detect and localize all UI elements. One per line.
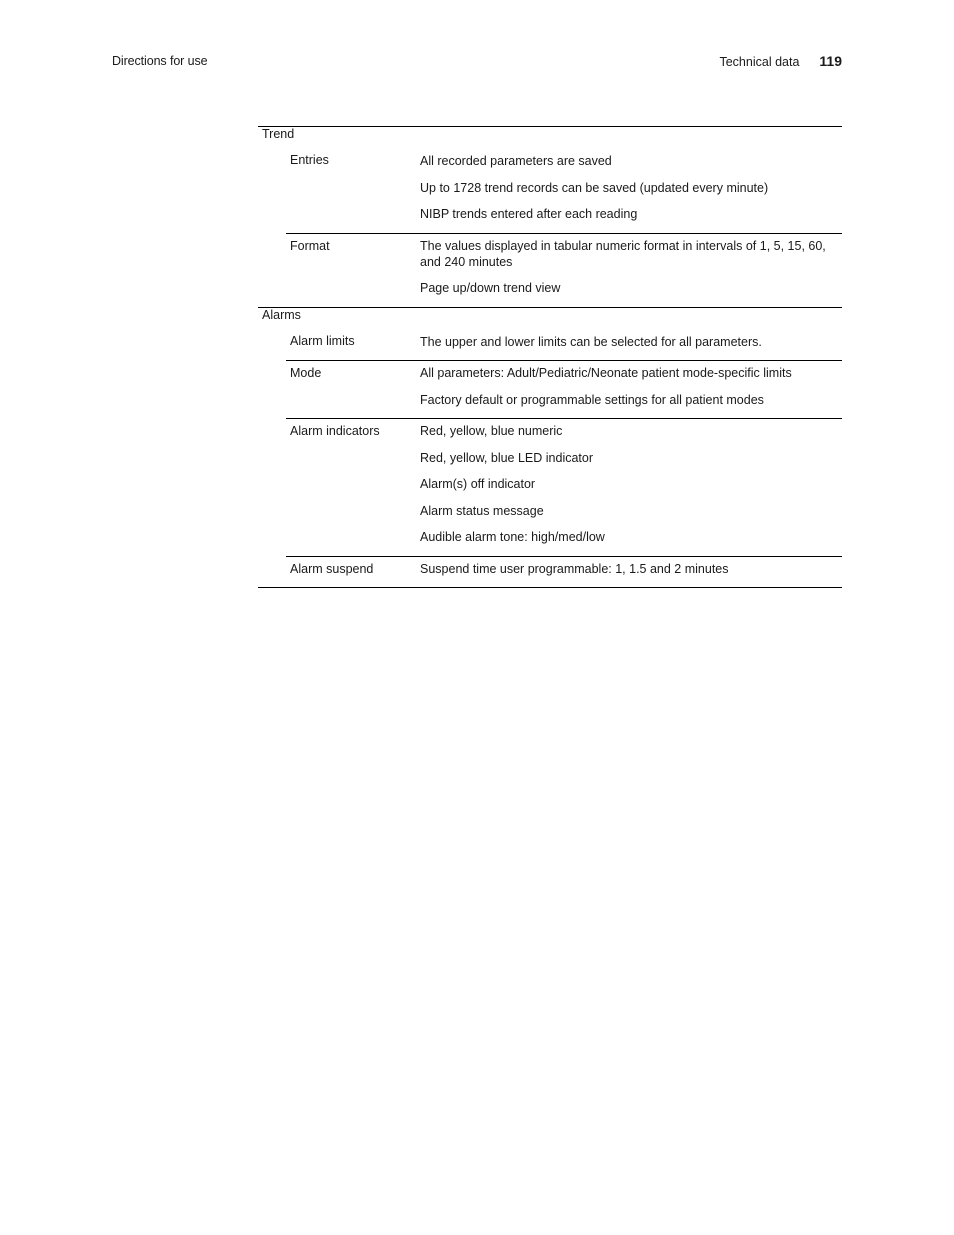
spec-row-label	[258, 418, 420, 556]
spec-value-line: Red, yellow, blue numeric	[420, 424, 563, 438]
spec-value-line: NIBP trends entered after each reading	[420, 207, 638, 221]
spec-row	[258, 360, 842, 418]
spec-row-label	[258, 233, 420, 307]
spec-row-values	[420, 418, 842, 556]
spec-value-line: Red, yellow, blue LED indicator	[420, 450, 594, 465]
spec-row-label	[258, 334, 420, 361]
section-trend	[258, 127, 842, 307]
spec-row-label-text: Entries	[290, 153, 329, 167]
spec-row-values	[420, 360, 842, 418]
page-number: 119	[819, 53, 842, 69]
spec-row	[258, 556, 842, 588]
spec-row-label-text: Format	[290, 238, 330, 253]
spec-row	[258, 418, 842, 556]
section-alarms	[258, 307, 842, 588]
spec-value-line: Alarm status message	[420, 503, 544, 518]
spec-row-values	[420, 556, 842, 588]
spec-table	[258, 126, 842, 588]
spec-row-label	[258, 360, 420, 418]
spec-value-line: All parameters: Adult/Pediatric/Neonate patient mode-specific limits	[420, 366, 792, 380]
spec-row-label-text: Alarm indicators	[290, 424, 380, 438]
row-divider	[286, 418, 842, 419]
spec-row	[258, 153, 842, 233]
chapter-title: Technical data	[719, 55, 800, 69]
spec-row	[258, 334, 842, 361]
spec-value-line: Alarm(s) off indicator	[420, 477, 536, 491]
spec-row-label-text: Alarm limits	[290, 333, 355, 348]
row-divider	[286, 233, 842, 234]
spec-value-line: Audible alarm tone: high/med/low	[420, 530, 605, 544]
spec-value-line: Suspend time user programmable: 1, 1.5 and 2 minutes	[420, 561, 729, 576]
spec-row-label	[258, 153, 420, 233]
spec-value-line: Factory default or programmable settings for all patient modes	[420, 392, 764, 407]
spec-value-line: Up to 1728 trend records can be saved (updated every minute)	[420, 180, 769, 195]
spec-value-line: The values displayed in tabular numeric format in intervals of 1, 5, 15, 60, and 240 minutes	[420, 238, 826, 269]
spec-value-line: The upper and lower limits can be selected for all parameters.	[420, 334, 762, 349]
spec-row-label	[258, 556, 420, 588]
spec-row-label-text: Mode	[290, 366, 322, 380]
spec-value-line: Page up/down trend view	[420, 281, 561, 295]
header-right	[719, 53, 842, 69]
section-title: Alarms	[262, 307, 301, 322]
spec-row-values	[420, 233, 842, 307]
spec-row-values	[420, 334, 842, 361]
spec-row	[258, 233, 842, 307]
section-title: Trend	[262, 127, 295, 141]
spec-value-line: All recorded parameters are saved	[420, 154, 612, 168]
spec-row-label-text: Alarm suspend	[290, 561, 374, 576]
document-title: Directions for use	[112, 54, 208, 68]
spec-row-values	[420, 153, 842, 233]
row-divider	[286, 360, 842, 361]
row-divider	[286, 556, 842, 557]
